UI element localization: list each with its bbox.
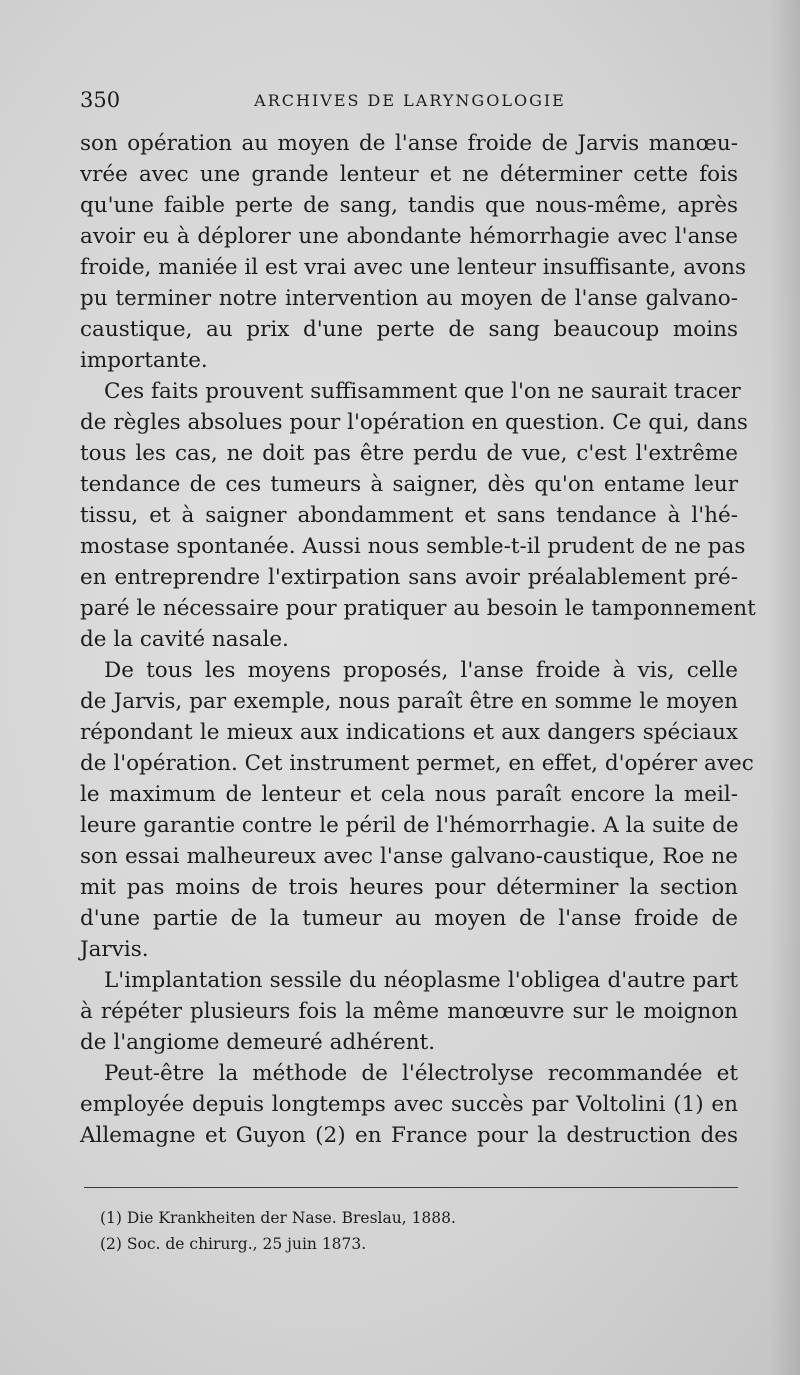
footnotes	[100, 1205, 740, 1257]
text-line: à répéter plusieurs fois la même manœuvre sur le moignon	[80, 999, 738, 1024]
running-head	[80, 88, 740, 118]
page-number: 350	[80, 88, 121, 112]
text-line: pu terminer notre intervention au moyen de l'anse galvano-	[80, 286, 738, 311]
text-line: répondant le mieux aux indications et aux dangers spéciaux	[80, 720, 738, 745]
text-line: Jarvis.	[80, 937, 149, 962]
footnote: (1) Die Krankheiten der Nase. Breslau, 1888.	[100, 1209, 456, 1227]
text-line: employée depuis longtemps avec succès par Voltolini (1) en	[80, 1092, 738, 1117]
text-line: mostase spontanée. Aussi nous semble-t-il prudent de ne pas	[80, 534, 746, 559]
text-line: le maximum de lenteur et cela nous paraît encore la meil-	[80, 782, 738, 807]
text-line: leure garantie contre le péril de l'hémorrhagie. A la suite de	[80, 813, 739, 838]
text-line: avoir eu à déplorer une abondante hémorrhagie avec l'anse	[80, 224, 738, 249]
text-line: de Jarvis, par exemple, nous paraît être en somme le moyen	[80, 689, 738, 714]
text-line: Allemagne et Guyon (2) en France pour la destruction des	[80, 1123, 738, 1148]
footnote: (2) Soc. de chirurg., 25 juin 1873.	[100, 1235, 367, 1253]
paragraph	[80, 655, 754, 965]
text-line: qu'une faible perte de sang, tandis que nous-même, après	[80, 193, 738, 218]
text-line: paré le nécessaire pour pratiquer au besoin le tamponnement	[80, 596, 756, 621]
journal-title: ARCHIVES DE LARYNGOLOGIE	[254, 91, 566, 110]
page-edge-shadow	[770, 0, 800, 1375]
text-line: de la cavité nasale.	[80, 627, 289, 652]
text-line: de l'opération. Cet instrument permet, en effet, d'opérer avec	[80, 751, 754, 776]
text-line: de règles absolues pour l'opération en question. Ce qui, dans	[80, 410, 748, 435]
text-line: caustique, au prix d'une perte de sang beaucoup moins	[80, 317, 738, 342]
text-line: froide, maniée il est vrai avec une lenteur insuffisante, avons	[80, 255, 747, 280]
text-line: tous les cas, ne doit pas être perdu de vue, c'est l'extrême	[80, 441, 738, 466]
text-line: en entreprendre l'extirpation sans avoir préalablement pré-	[80, 565, 738, 590]
text-line: L'implantation sessile du néoplasme l'obligea d'autre part	[104, 968, 738, 993]
text-line: vrée avec une grande lenteur et ne déterminer cette fois	[80, 162, 738, 187]
paragraph	[80, 376, 756, 655]
text-line: son essai malheureux avec l'anse galvano-caustique, Roe ne	[80, 844, 738, 869]
paragraph	[80, 1058, 738, 1151]
text-line: mit pas moins de trois heures pour déterminer la section	[80, 875, 738, 900]
text-line: de l'angiome demeuré adhérent.	[80, 1030, 436, 1055]
text-line: son opération au moyen de l'anse froide de Jarvis manœu-	[80, 131, 738, 156]
text-line: d'une partie de la tumeur au moyen de l'anse froide de	[80, 906, 738, 931]
text-line: De tous les moyens proposés, l'anse froide à vis, celle	[104, 658, 738, 683]
footnote-divider	[84, 1187, 738, 1188]
text-line: importante.	[80, 348, 208, 373]
text-line: Peut-être la méthode de l'électrolyse recommandée et	[104, 1061, 738, 1086]
paragraph	[80, 128, 747, 376]
text-line: tissu, et à saigner abondamment et sans tendance à l'hé-	[80, 503, 738, 528]
text-line: tendance de ces tumeurs à saigner, dès qu'on entame leur	[80, 472, 738, 497]
text-line: Ces faits prouvent suffisamment que l'on ne saurait tracer	[104, 379, 741, 404]
body-text	[80, 128, 756, 1151]
paragraph	[80, 965, 738, 1058]
